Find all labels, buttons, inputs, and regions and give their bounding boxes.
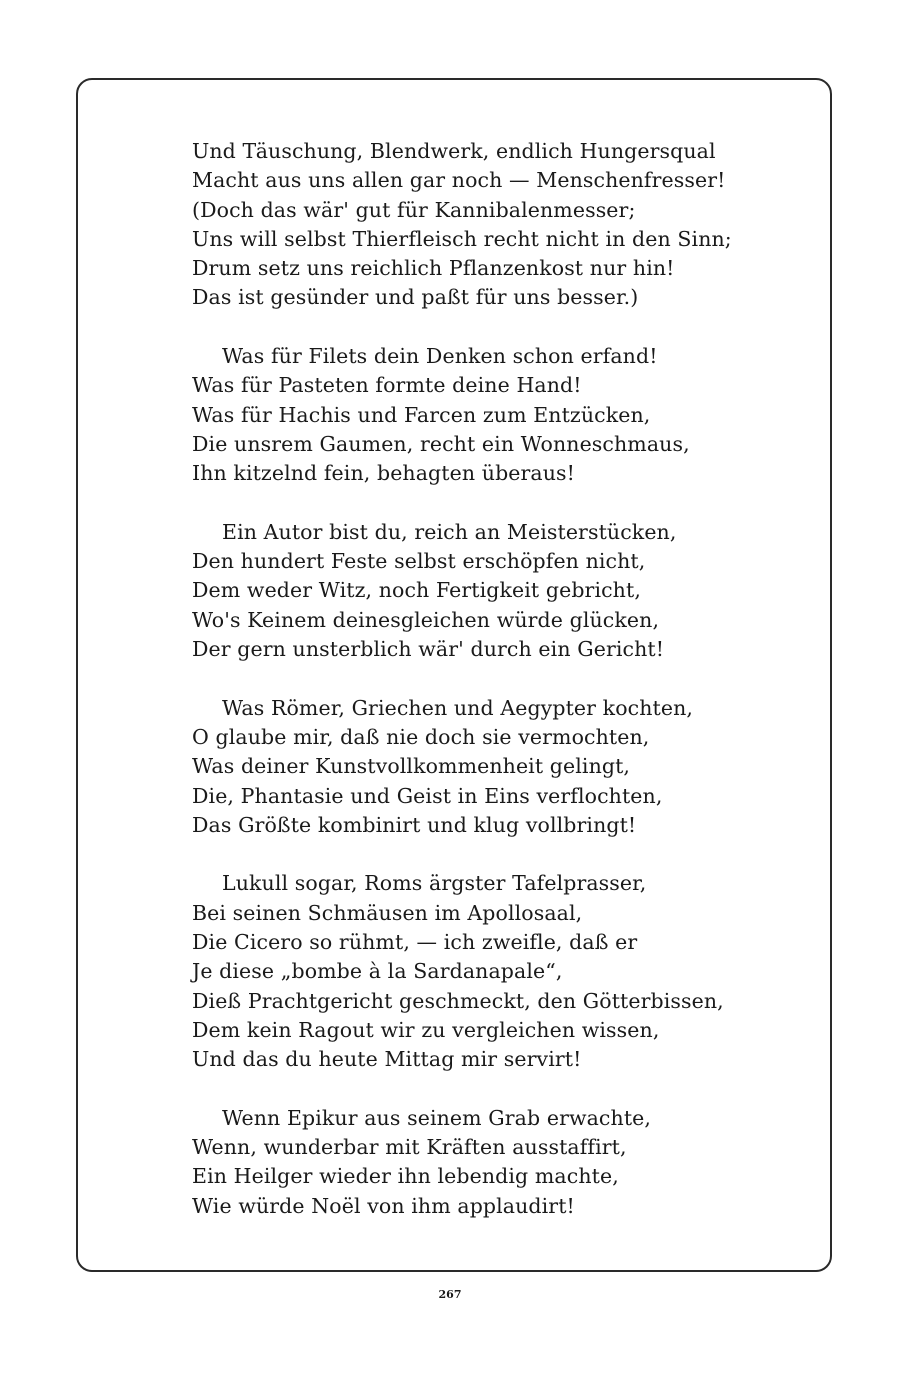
stanza-3 (192, 518, 792, 664)
stanza-6 (192, 1104, 792, 1221)
poem-line: Wenn, wunderbar mit Kräften ausstaffirt, (192, 1135, 627, 1160)
poem-line: Bei seinen Schmäusen im Apollosaal, (192, 900, 583, 925)
poem-line: Und Täuschung, Blendwerk, endlich Hungersqual (192, 139, 716, 163)
poem-line: Und das du heute Mittag mir servirt! (192, 1047, 582, 1072)
page-number: 267 (438, 1288, 462, 1301)
poem-line: Wie würde Noël von ihm applaudirt! (192, 1193, 575, 1218)
stanza-4 (192, 694, 792, 840)
poem-line: Das ist gesünder und paßt für uns besser.) (192, 285, 639, 310)
poem-line: Ein Autor bist du, reich an Meisterstücken, (222, 519, 677, 544)
poem-line: Die unsrem Gaumen, recht ein Wonneschmaus, (192, 431, 690, 456)
poem-line: Uns will selbst Thierfleisch recht nicht in den Sinn; (192, 226, 732, 251)
poem-line: Drum setz uns reichlich Pflanzenkost nur hin! (192, 256, 675, 281)
poem-line: Was für Hachis und Farcen zum Entzücken, (192, 402, 651, 427)
poem-line: Ihn kitzelnd fein, behagten überaus! (192, 461, 576, 486)
poem-line: Die, Phantasie und Geist in Eins verflochten, (192, 783, 663, 808)
stanza-1 (192, 137, 792, 313)
poem-line: Den hundert Feste selbst erschöpfen nicht, (192, 549, 646, 574)
poem-line: Dem kein Ragout wir zu vergleichen wissen, (192, 1017, 660, 1042)
poem-line: Was Römer, Griechen und Aegypter kochten, (222, 695, 694, 720)
poem-line: Dieß Prachtgericht geschmeckt, den Götterbissen, (192, 988, 724, 1013)
poem-line: (Doch das wär' gut für Kannibalenmesser; (192, 197, 636, 222)
poem-line: Dem weder Witz, noch Fertigkeit gebricht, (192, 578, 641, 603)
poem-line: Macht aus uns allen gar noch — Menschenfresser! (192, 168, 726, 193)
poem-text (192, 137, 792, 1221)
poem-line: Ein Heilger wieder ihn lebendig machte, (192, 1164, 619, 1189)
stanza-5 (192, 869, 792, 1074)
poem-line: Je diese „bombe à la Sardanapale“, (192, 959, 563, 984)
poem-line: Der gern unsterblich wär' durch ein Gericht! (192, 637, 665, 662)
poem-line: O glaube mir, daß nie doch sie vermochten, (192, 724, 650, 749)
poem-line: Die Cicero so rühmt, — ich zweifle, daß er (192, 930, 638, 955)
stanza-2 (192, 342, 792, 488)
poem-line: Das Größte kombinirt und klug vollbringt! (192, 812, 637, 837)
poem-line: Wenn Epikur aus seinem Grab erwachte, (222, 1105, 652, 1130)
poem-line: Lukull sogar, Roms ärgster Tafelprasser, (222, 871, 647, 896)
poem-line: Was deiner Kunstvollkommenheit gelingt, (192, 754, 631, 779)
poem-line: Wo's Keinem deinesgleichen würde glücken, (192, 607, 660, 632)
poem-line: Was für Filets dein Denken schon erfand! (222, 344, 658, 369)
poem-line: Was für Pasteten formte deine Hand! (192, 373, 582, 398)
